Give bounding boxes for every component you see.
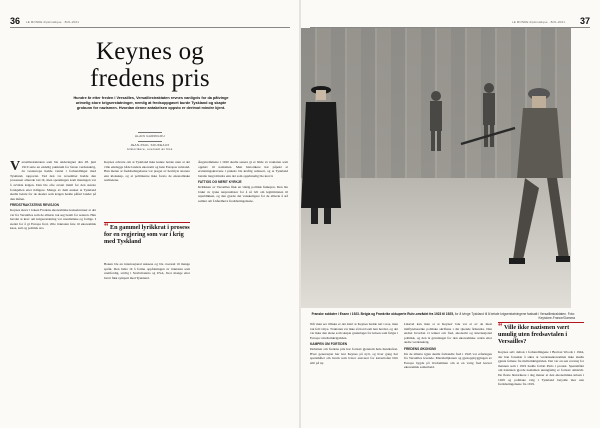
quote-mark-icon: “ — [104, 221, 109, 231]
column-6b-text: Spørsmålet om traktaten gjorde nazismen uunngåelig er fortsatt omstridt. De fleste historikere i dag mener at den økonomiske krisen i 1929 og politiske valg i Tyskland betydde mer enn fredsbetingelsene fra 1919. — [498, 363, 584, 387]
column-4b-text: Debatten om fredens pris har fortsatt gjennom hele hundreåret. Hver generasjon har lest Keynes på nytt, og hver gang har spørsmålet om hvem som bærer ansvaret for katastrofen blitt stilt på ny. — [310, 346, 398, 365]
page-number-right: 37 — [580, 16, 591, 26]
pull-quote-1 — [104, 222, 190, 245]
article-column-6 — [498, 350, 584, 418]
column-6-text: Keynes selv deltok i forhandlingene i Bretton Woods i 1944, der han forsøkte å sikre at verdensøkonomien ikke skulle gjenta feilene fra mellomkrigstiden. Det var en sen revansj for mannen som i 1919 hadde forlatt Paris i protest. — [498, 350, 584, 368]
article-column-4 — [310, 322, 398, 418]
article-lead: Hundre år etter freden i Versailles, Versaillestraktaten revnes vanligvis for da påtvinge urimelig store krigserstatninger, nemlig at fredsoppgavet burde Tyskland og skapte grobunn for nazismen. Hvordan denne antakelsen oppsto er derimot mindre kjent. — [73, 96, 229, 110]
headline-line-1: Keynes og — [95, 38, 205, 65]
byline-author: ALAIN GARRIGOU — [134, 134, 166, 138]
column-4-text: Når man ser tilbake er det klart at Keynes hadde rett i noe, men tok feil i mye. Traktaten var ikke så hard som han hevdet, og det var ikke den alene som skapte grunnlaget for krisen som fulgte i Europa i mellomkrigstiden. — [310, 322, 398, 340]
drop-cap: V — [10, 160, 21, 174]
quote-mark-icon-2: “ — [498, 321, 503, 331]
photo-caption-bold: Franske soldater i Essen i 1923. Belgia og Frankrike okkuperte Ruhr-området fra 1923 til 1925, — [311, 312, 454, 316]
column-1b-text: Keynes skrev i boken Fredens økonomiske konsekvenser at det var fra Versailles som de allierte tok seg betalt for seieren. Han hevdet at krav om krigserstatning var urealistiske og farlige. I stedet for å gi Europa fred, ville traktaten føre til økonomisk kaos, sult og politisk uro. — [10, 207, 96, 231]
column-3-text: Ångstremmene i 1920 skulle senere gi et bilde av traktaten som opphav til nazismen. Men historikere har påpekt at erstatningskravene i praksis ble kraftig redusert, og at Tyskland betalte langt mindre enn det som opprinnelig ble krevd. — [198, 160, 288, 178]
folio-right: LE MONDE diplomatique · 8/21-2021 — [512, 20, 565, 24]
pull-quote-2-text: Ville ikke nazismen vært umulig uten fredsavtalen i Versailles? — [498, 324, 570, 345]
byline-rule — [138, 132, 162, 133]
photo-caption — [301, 312, 575, 320]
byline-note: Historikere, oversatt av NoL — [127, 147, 173, 151]
folio-left: LE MONDE diplomatique · 8/21-2021 — [26, 20, 79, 24]
subheading-5: FREDENS ØKONOMI — [404, 346, 436, 351]
byline — [90, 132, 210, 138]
article-column-2b — [104, 262, 190, 418]
article-column-2 — [104, 160, 190, 220]
column-3b-text: Kritikken av Versailles fikk en viktig politisk funksjon. Den ble brukt av tyske nasjonalister for å så tvil om legitimiteten til republikken, og den gjorde det vanskeligere for de allierte å stå samlet om å håndheve fredsbetingelsene. — [198, 184, 288, 203]
article-column-5 — [404, 322, 492, 418]
byline-rule-2 — [138, 141, 162, 142]
column-2-text: Keynes advarte om at Tyskland ikke kunne betale uten at det ville ødelegge både landets økonomi og hele Europas velstand. Han mente at fredsbetingelsene var preget av hevnlyst snarere enn klokskap, og at politikerne ikke forsto de økonomiske realitetene. — [104, 160, 190, 183]
subheading-3: FATTIGS OG MERIT KYRKJE — [198, 180, 242, 185]
column-5b-text: Da de allierte igjen skulle forhandle fred i 1945 var erfaringen fra Versailles levende. Marshallplanen og gjenoppbyggingen av Europa bygde på lærdommen om at en varig fred krever økonomisk samarbeid. — [404, 351, 492, 370]
soldiers-background — [430, 83, 495, 151]
column-2b-text: Boken ble en internasjonal suksess og ble oversatt til mange språk. Den bidro til å forme oppfatningen av traktaten som urettferdig, særlig i Storbritannia og USA, hvor mange etter hvert fikk sympati med Tyskland. — [104, 262, 190, 280]
article-column-3 — [198, 160, 288, 418]
civilian-figure — [301, 86, 341, 224]
pull-quote-2 — [498, 322, 584, 345]
page-number-left: 36 — [10, 16, 21, 26]
article-headline — [30, 38, 270, 92]
byline-author-2: JEAN-PAUL SOUKEAUX — [130, 143, 170, 147]
top-rule-left — [10, 27, 290, 28]
photo-figures — [301, 28, 571, 308]
subheading-4: KAMPEN OM FORTIDEN — [310, 342, 348, 347]
article-column-1 — [10, 160, 96, 418]
byline-2 — [90, 141, 210, 151]
pull-quote-1-text: En gammel lyrikkrat i prosess for en regjering som var i krig med Tyskland — [104, 224, 190, 245]
photo-caption-text: for å tvinge Tyskland til å betale krigserstatningene fastsatt i Versaillestraktaten. Foto: Keystone-France/Gamma — [454, 312, 575, 320]
column-5-text: Likevel kan man si at Keynes' bok var et av de mest innflytelsesrike politiske skriftene i det tjuende århundre. Den endret hvordan vi tenker om fred, økonomi og internasjonal politikk, og den la grunnlaget for den økonomiske orden etter andre verdenskrig. — [404, 322, 492, 345]
headline-line-2: fredens pris — [90, 65, 210, 92]
soldier-foreground — [461, 88, 570, 264]
column-1-text: ersaillestraktaten som ble undertegnet den 28. juni 1919 satte en endelig punktum for første verdenskrig, da vesteuropa hadde ventet i forhandlinger med Tyskland, rapportet. Ved den 14. november hadde den prosessen allerede tatt til, men spenningen kom meningen var å avvikle krigen. Den ble ofte avsatt inntil for den største forskjellen etter tidligere. Mange av dem ønsket at Tyskland skulle betale for de skader som krigen hadde påført landet på den måten. — [10, 160, 96, 201]
article-photo — [301, 28, 571, 308]
subheading-1: FREDSTRAKTATENS REVISJON — [10, 203, 59, 208]
